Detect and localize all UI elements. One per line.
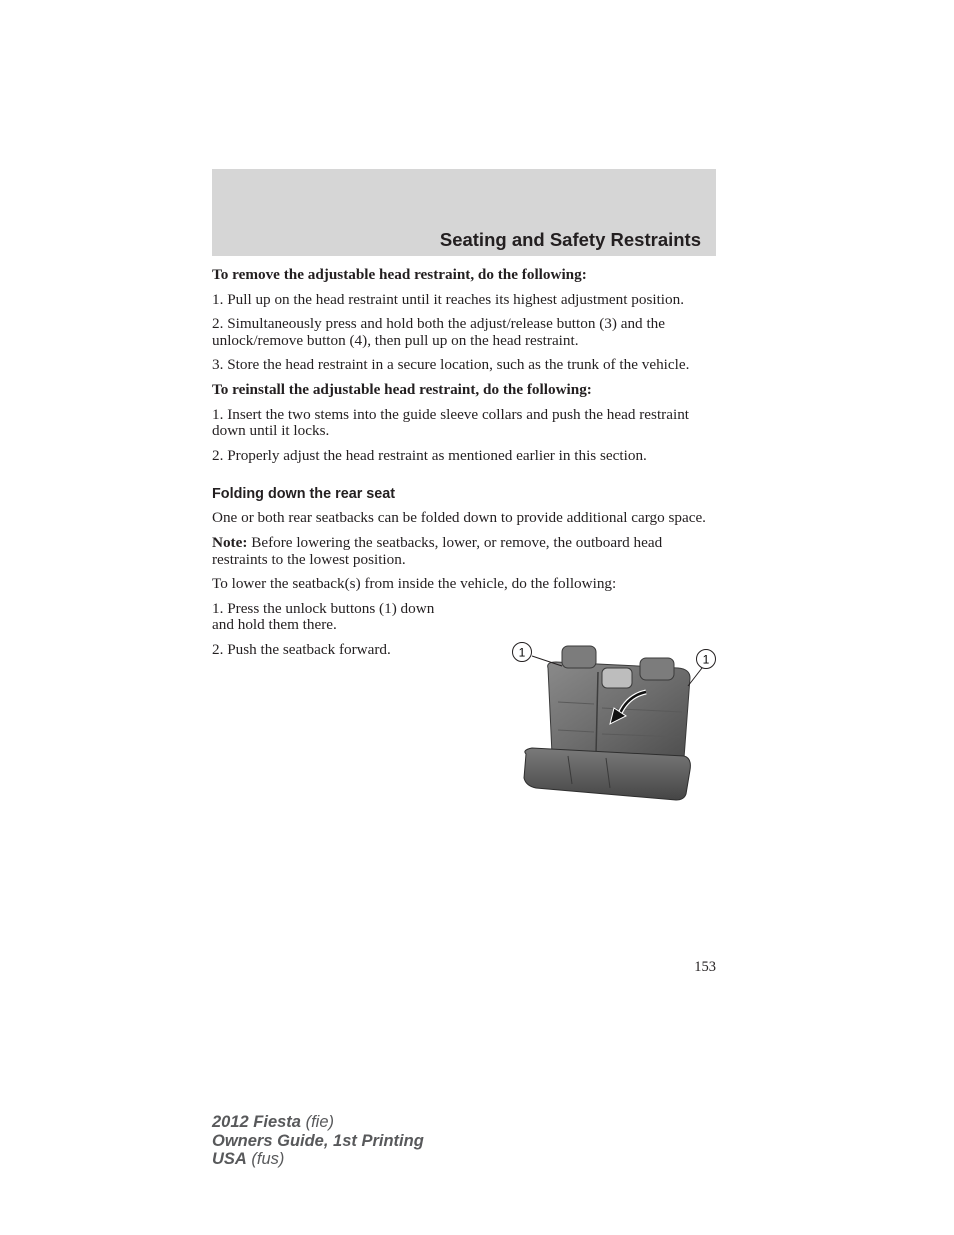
rear-seat-illustration bbox=[508, 638, 720, 808]
callout-left-leader bbox=[532, 656, 562, 666]
note-label: Note: bbox=[212, 533, 248, 551]
folding-note bbox=[212, 535, 716, 568]
footer-market: USA bbox=[212, 1150, 247, 1168]
remove-heading: To remove the adjustable head restraint, do the following: bbox=[212, 266, 587, 283]
reinstall-step-1: 1. Insert the two stems into the guide sleeve collars and push the head restraint down until it locks. bbox=[212, 405, 690, 440]
folding-step-2: 2. Push the seatback forward. bbox=[212, 640, 391, 658]
footer-model: 2012 Fiesta bbox=[212, 1113, 301, 1131]
page-content bbox=[212, 267, 716, 667]
footer-market-code: (fus) bbox=[246, 1150, 285, 1168]
folding-step-1: 1. Press the unlock buttons (1) down and hold them there. bbox=[212, 599, 435, 634]
footer-model-code: (fie) bbox=[300, 1113, 334, 1131]
folding-lower-intro: To lower the seatback(s) from inside the vehicle, do the following: bbox=[212, 575, 617, 593]
reinstall-step-2: 2. Properly adjust the head restraint as mentioned earlier in this section. bbox=[212, 446, 647, 464]
section-header-band bbox=[212, 169, 716, 256]
note-text: Before lowering the seatbacks, lower, or remove, the outboard head restraints to the lowest position. bbox=[212, 533, 663, 568]
footer-imprint bbox=[212, 1113, 424, 1169]
headrest-right bbox=[640, 658, 674, 680]
callout-right-label: 1 bbox=[702, 652, 710, 667]
callout-left-label: 1 bbox=[518, 645, 526, 660]
folding-heading: Folding down the rear seat bbox=[212, 486, 396, 503]
headrest-left bbox=[562, 646, 596, 668]
footer-printing: Owners Guide, 1st Printing bbox=[212, 1131, 424, 1150]
headrest-center bbox=[602, 668, 632, 688]
remove-step-3: 3. Store the head restraint in a secure location, such as the trunk of the vehicle. bbox=[212, 356, 690, 374]
folding-intro: One or both rear seatbacks can be folded down to provide additional cargo space. bbox=[212, 509, 706, 527]
seat-cushion bbox=[524, 748, 690, 800]
reinstall-heading: To reinstall the adjustable head restraint, do the following: bbox=[212, 380, 592, 398]
page-number: 153 bbox=[694, 959, 716, 975]
footer-line-2 bbox=[212, 1132, 424, 1151]
section-title: Seating and Safety Restraints bbox=[439, 229, 701, 250]
remove-step-2: 2. Simultaneously press and hold both the adjust/release button (3) and the unlock/remove button (4), then pull up on the head restraint. bbox=[212, 315, 666, 349]
footer-line-3 bbox=[212, 1150, 424, 1169]
footer-line-1 bbox=[212, 1113, 424, 1132]
rear-seat-svg bbox=[508, 638, 720, 808]
remove-step-1: 1. Pull up on the head restraint until it reaches its highest adjustment position. bbox=[212, 290, 685, 308]
